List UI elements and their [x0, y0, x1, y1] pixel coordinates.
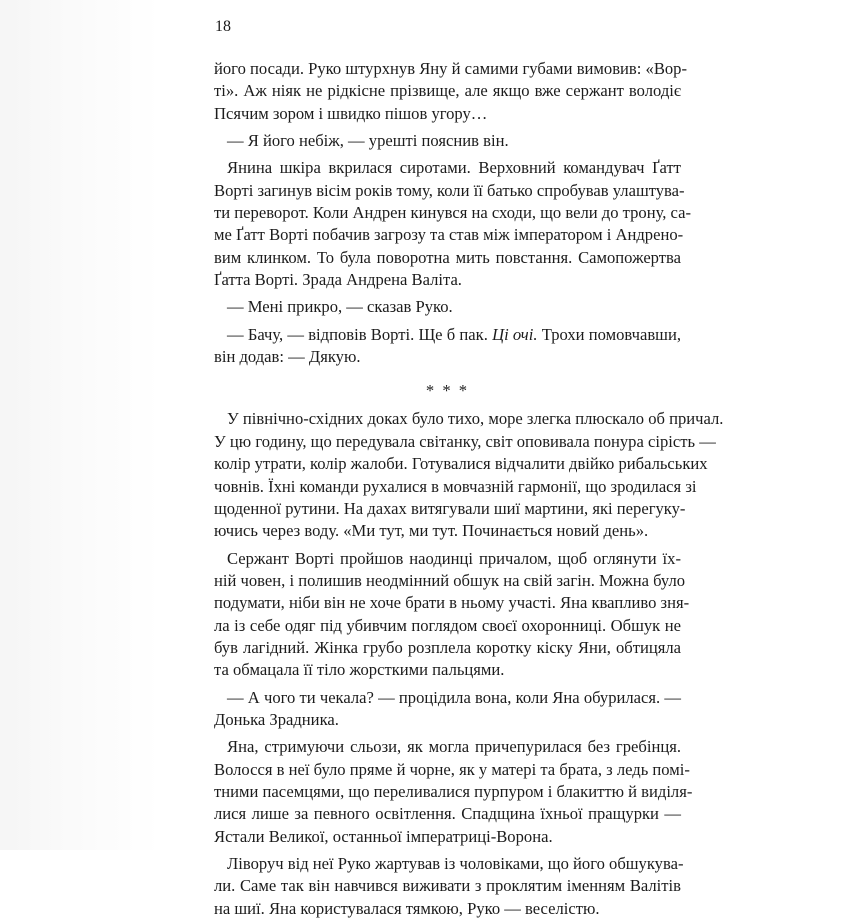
page-edge-shadow	[0, 0, 160, 850]
text-line: У північно-східних доках було тихо, море злегка плюскало об причал.	[227, 409, 724, 429]
paragraph	[214, 548, 690, 682]
text-line: його посади. Руко штурхнув Яну й самими губами вимовив: «Вор-	[214, 59, 688, 78]
text-line: — А чого ти чекала? — процідила вона, коли Яна обурилася. —	[227, 687, 681, 707]
text-line: на шиї. Яна користувалася тямкою, Руко — веселістю.	[214, 898, 600, 918]
text-line: був лагідний. Жінка грубо розплела коротку кіску Яни, обтицяла	[214, 637, 681, 657]
text-line: Донька Зрадника.	[214, 709, 339, 729]
text-line: Ястали Великої, останньої імператриці-Ворона.	[214, 826, 553, 846]
paragraph	[214, 157, 691, 291]
text-line: У цю годину, що передувала світанку, світ оповивала понура сірість —	[214, 431, 716, 451]
text-line: Псячим зором і швидко пішов угору…	[214, 103, 488, 123]
text-line: Волосся в неї було пряме й чорне, як у матері та брата, з ледь помі-	[214, 759, 690, 779]
section-before-break	[214, 58, 691, 368]
text-line: ли. Саме так він навчився виживати з проклятим іменням Валітів	[214, 876, 681, 896]
text-line: ній човен, і полишив неодмінний обшук на свій загін. Можна було	[214, 570, 686, 590]
text-line: та обмацала її тіло жорсткими пальцями.	[214, 660, 505, 680]
text-line: тними пасемцями, що переливалися пурпуром і блакиттю й виділя-	[214, 781, 693, 801]
text-line: ті». Аж ніяк не рідкісне прізвище, але якщо вже сержант володіє	[214, 81, 681, 101]
text-line: ме Ґатт Ворті побачив загрозу та став між імператором і Андрено-	[214, 225, 684, 245]
scene-break-separator: * * *	[425, 381, 470, 401]
text-line: Янина шкіра вкрилася сиротами. Верховний командувач Ґатт	[227, 158, 681, 178]
paragraph	[214, 130, 681, 152]
text-line: Ворті загинув вісім років тому, коли її батько спробував улаштува-	[214, 180, 685, 200]
text-line: подумати, ніби він не хоче брати в ньому участі. Яна квапливо зня-	[214, 593, 690, 613]
text-line: Сержант Ворті пройшов наодинці причалом, щоб оглянути їх-	[227, 548, 681, 568]
text-line: ла із себе одяг під убивчим поглядом своєї охоронниці. Обшук не	[214, 615, 681, 635]
text-line: колір утрати, колір жалоби. Готувалися відчалити двійко рибальських	[214, 454, 708, 474]
text-line: — Мені прикро, — сказав Руко.	[227, 297, 453, 317]
paragraph	[214, 296, 681, 318]
section-after-break	[214, 408, 724, 920]
text-line: щоденної рутини. На дахах витягували шиї мартини, які перегуку-	[214, 498, 686, 518]
text-line: човнів. Їхні команди рухалися в мовчазній гармонії, що зродилася зі	[214, 476, 697, 496]
emphasis: Ці очі.	[492, 324, 538, 344]
text-line: він додав: — Дякую.	[214, 347, 361, 367]
text-line: Яна, стримуючи сльози, як могла причепурилася без гребінця.	[227, 737, 681, 757]
text-line: вим клинком. То була поворотна мить повстання. Самопожертва	[214, 247, 681, 267]
text-line: — Я його небіж, — урешті пояснив він.	[227, 131, 509, 151]
paragraph	[214, 736, 693, 848]
text-line: лися лише за певного освітлення. Спадщина їхньої пращурки —	[214, 804, 681, 824]
page-number: 18	[215, 18, 231, 35]
body-text	[214, 58, 724, 920]
text-line: Ґатта Ворті. Зрада Андрена Валіта.	[214, 270, 462, 290]
text-line: ти переворот. Коли Андрен кинувся на сходи, що вели до трону, са-	[214, 203, 691, 223]
text-line: — Бачу, — відповів Ворті. Ще б пак. Ці очі. Трохи помовчавши,	[227, 324, 681, 344]
paragraph	[214, 58, 688, 125]
text-line: ючись через воду. «Ми тут, ми тут. Починається новий день».	[214, 521, 649, 541]
paragraph	[214, 687, 681, 732]
paragraph	[214, 324, 681, 369]
paragraph	[214, 408, 724, 542]
text-line: Ліворуч від неї Руко жартував із чоловіками, що його обшукува-	[227, 854, 684, 873]
paragraph	[214, 853, 684, 920]
